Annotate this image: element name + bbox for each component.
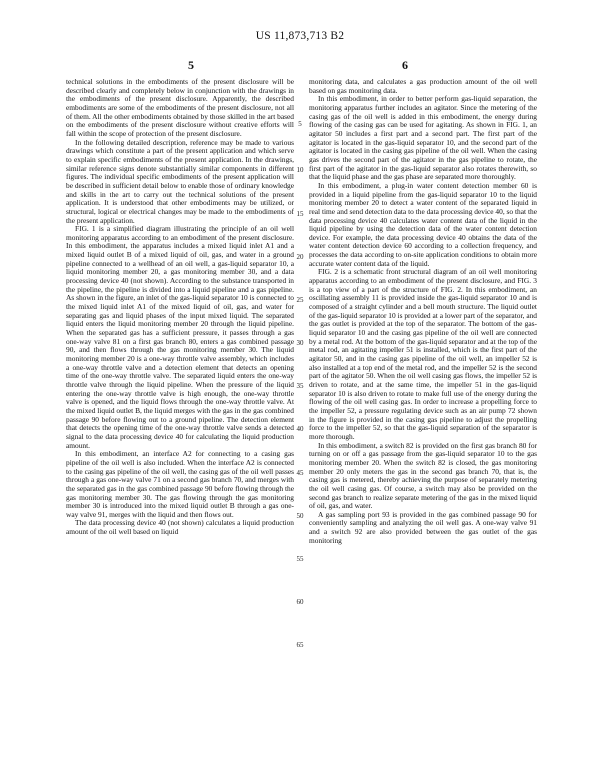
line-number: 25 xyxy=(296,296,304,304)
left-paragraph: In this embodiment, an interface A2 for connecting to a casing gas pipeline of the oil well is also included. When the interface A2 is connected to the casing gas pipeline of the oil well, the casing gas of the oil well passes through a gas one-way valve 71 on a second gas branch 70, and merges with the separated gas in the gas combined passage 90 before flowing through the gas monitoring member 30. The gas flowing through the gas monitoring member 30 is introduced into the mixed liquid outlet B through a gas one-way valve 91, merges with the liquid and then flows out. xyxy=(66,449,294,519)
right-paragraph: A gas sampling port 93 is provided in the gas combined passage 90 for conveniently sampling and analyzing the oil well gas. A one-way valve 91 and a switch 92 are also provided between the gas outlet of the gas monitoring xyxy=(309,509,537,545)
line-number: 60 xyxy=(296,598,304,606)
line-number: 45 xyxy=(296,469,304,477)
line-number: 65 xyxy=(296,641,304,649)
line-number: 15 xyxy=(296,210,304,218)
right-column xyxy=(309,78,537,768)
left-paragraph: The data processing device 40 (not shown) calculates a liquid production amount of the oil well based on liquid xyxy=(66,518,294,537)
line-number: 40 xyxy=(296,425,304,433)
page-number-left: 5 xyxy=(188,58,194,72)
line-number: 30 xyxy=(296,339,304,347)
line-number: 35 xyxy=(296,382,304,390)
page-number-right: 6 xyxy=(402,58,408,72)
right-paragraph: In this embodiment, a switch 82 is provided on the first gas branch 80 for turning on or off a gas passage from the gas-liquid separator 10 to the gas monitoring member 20. When the switch 82 is closed, the gas monitoring member 20 only meters the gas in the second gas branch 70, that is, the casing gas is metered, thereby achieving the purpose of separately metering the oil well casing gas. Of course, a switch may also be provided on the second gas branch to realize separate metering of the gas in the mixed liquid of oil, gas, and water. xyxy=(309,440,537,511)
right-paragraph: In this embodiment, a plug-in water content detection member 60 is provided in a liquid pipeline from the gas-liquid separator 10 to the liquid monitoring member 20 to detect a water content of the separated liquid in real time and send detection data to the data processing device 40, so that the data processing device 40 calculates water content data of the liquid in the liquid pipeline by using the detection data of the water content detection device. For example, the data processing device 40 obtains the data of the water content detection device 60 according to a collection frequency, and processes the data according to on-site application conditions to obtain more accurate water content data of the liquid. xyxy=(309,180,537,268)
line-number: 20 xyxy=(296,253,304,261)
left-paragraph: FIG. 1 is a simplified diagram illustrating the principle of an oil well monitoring apparatus according to an embodiment of the present disclosure. In this embodiment, the apparatus includes a mixed liquid inlet A1 and a mixed liquid outlet B of a mixed liquid of oil, gas, and water in a ground pipeline connected to a wellhead of an oil well, a gas-liquid separator 10, a liquid monitoring member 20, a gas monitoring member 30, and a data processing device 40 (not shown). According to the substance transported in the pipeline, the pipeline is divided into a liquid pipeline and a gas pipeline. As shown in the figure, an inlet of the gas-liquid separator 10 is connected to the mixed liquid inlet A1 of the mixed liquid of oil, gas, and water for separating gas and liquid phases of the input mixed liquid. The separated liquid enters the liquid monitoring member 20 through the liquid pipeline. When the separated gas has a sufficient pressure, it passes through a gas one-way valve 81 on a first gas branch 80, enters a gas combined passage 90, and then flows through the gas monitoring member 30. The liquid monitoring member 20 is a one-way throttle valve assembly, which includes a one-way throttle valve and a detection element that detects an opening time of the one-way throttle valve. The separated liquid enters the one-way throttle valve through the liquid pipeline. When the pressure of the liquid entering the one-way throttle valve is high enough, the one-way throttle valve is opened, and the liquid flows through the one-way throttle valve. At the mixed liquid outlet B, the liquid merges with the gas in the gas combined passage 90 before flowing out to a ground pipeline. The detection element that detects the opening time of the one-way throttle valve sends a detected signal to the data processing device 40 for calculating the liquid production amount. xyxy=(66,224,294,450)
left-paragraph: technical solutions in the embodiments of the present disclosure will be described clearly and completely below in conjunction with the drawings in the embodiments of the present disclosure. Apparently, the described embodiments are some of the embodiments of the present disclosure, not all of them. All the other embodiments obtained by those skilled in the art based on the embodiments of the present disclosure without creative efforts will fall within the scope of protection of the present disclosure. xyxy=(66,78,294,138)
right-paragraph: FIG. 2 is a schematic front structural diagram of an oil well monitoring apparatus according to an embodiment of the present disclosure, and FIG. 3 is a top view of a part of the structure of FIG. 2. In this embodiment, an oscillating assembly 11 is provided inside the gas-liquid separator 10 and is composed of a straight cylinder and a bell mouth structure. The liquid outlet of the gas-liquid separator 10 is provided at a lower part of the separator, and the gas outlet is provided at the top of the separator. The bottom of the gas-liquid separator 10 and the casing gas pipeline of the oil well are connected by a metal rod. At the bottom of the gas-liquid separator and at the top of the metal rod, an agitating impeller 51 is installed, which is the first part of the agitator 50, and in the casing gas pipeline of the oil well, an impeller 52 is also installed at a top end of the metal rod, and the impeller 52 is the second part of the agitator 50. When the oil well casing gas flows, the impeller 52 is driven to rotate, and at the same time, the impeller 51 in the gas-liquid separator 10 is also driven to rotate to make full use of the energy during the flowing of the oil well casing gas. In order to increase a propelling force to the impeller 52, a pressure regulating device such as an air pump 72 shown in the figure is provided in the casing gas pipeline to adjust the propelling force to the impeller 52, so that the gas-liquid separation of the separator is more thorough. xyxy=(309,267,537,441)
patent-number-header: US 11,873,713 B2 xyxy=(255,30,345,42)
right-paragraph: monitoring data, and calculates a gas production amount of the oil well based on gas monitoring data. xyxy=(309,78,537,95)
right-paragraph: In this embodiment, in order to better perform gas-liquid separation, the monitoring apparatus further includes an agitator. Since the metering of the casing gas of the oil well is added in this embodiment, the energy during flowing of the casing gas can be used for agitating. As shown in FIG. 1, an agitator 50 includes a first part and a second part. The first part of the agitator is located in the gas-liquid separator 10, and the second part of the agitator is located in the casing gas pipeline of the oil well. When the casing gas drives the second part of the agitator in the gas pipeline to rotate, the first part of the agitator in the gas-liquid separator also rotates therewith, so that the liquid phase and the gas phase are separated more thoroughly. xyxy=(309,94,537,182)
line-number: 55 xyxy=(296,555,304,563)
left-column xyxy=(66,78,294,768)
line-number: 50 xyxy=(296,512,304,520)
line-number: 5 xyxy=(298,120,302,128)
left-paragraph: In the following detailed description, reference may be made to various drawings which constitute a part of the present application and which serve to explain specific embodiments of the present application. In the drawings, similar reference signs denote substantially similar components in different figures. The individual specific embodiments of the present application will be described in sufficient detail below to enable those of ordinary knowledge and skills in the art to carry out the technical solutions of the present application. It is understood that other embodiments may be utilized, or structural, logical or electrical changes may be made to the embodiments of the present application. xyxy=(66,137,294,225)
line-number: 10 xyxy=(296,166,304,174)
